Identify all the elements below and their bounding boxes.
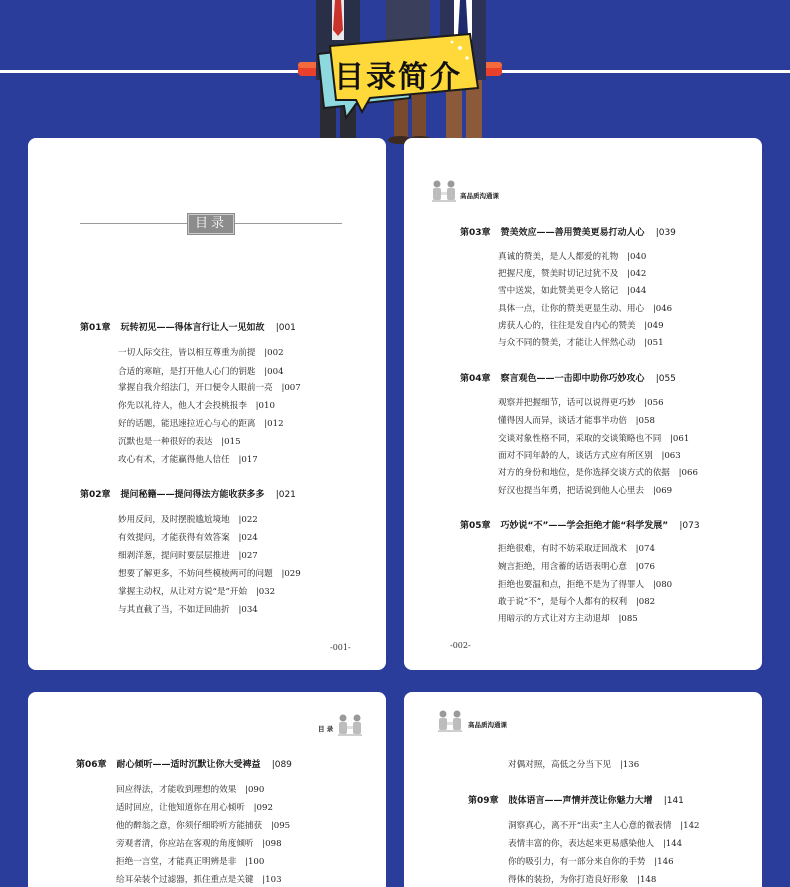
chapter-number: 第03章	[460, 228, 491, 238]
chapter-number: 第02章	[80, 490, 111, 500]
page-number: -001-	[330, 643, 351, 652]
toc-item: 洞察真心，离不开“出卖”主人心意的微表情 |142	[508, 821, 700, 831]
toc-item: 拒绝很难，有时不妨采取迂回战术 |074	[498, 544, 655, 554]
toc-item: 用暗示的方式让对方主动退却 |085	[498, 614, 638, 624]
chapter-heading	[468, 793, 684, 806]
chapter-title: 察言观色——一击即中助你巧妙攻心	[500, 374, 645, 384]
chapter-title: 肢体语言——声情并茂让你魅力大增	[508, 796, 653, 806]
toc-item: 掌握主动权，从让对方说“是”开始 |032	[118, 587, 276, 597]
toc-item: 一切人际交往，皆以相互尊重为前提 |002	[118, 348, 284, 358]
toc-item: 想要了解更多，不妨问些模棱两可的问题 |029	[118, 569, 301, 579]
toc-item: 面对不同年龄的人，谈话方式应有所区别 |063	[498, 451, 681, 461]
toc-page-2	[404, 138, 762, 670]
toc-item: 具体一点，让你的赞美更显生动、用心 |046	[498, 304, 673, 314]
chapter-page: |055	[655, 374, 676, 384]
chapter-heading	[76, 757, 292, 770]
toc-item: 婉言拒绝，用含蓄的话语表明心意 |076	[498, 562, 655, 572]
toc-item: 拒绝一言堂，才能真正明辨是非 |100	[116, 857, 265, 867]
toc-item: 雪中送炭，如此赞美更令人铭记 |044	[498, 286, 647, 296]
toc-item: 掌握自我介绍法门，开口便令人眼前一亮 |007	[118, 383, 301, 393]
toc-page-1	[28, 138, 386, 670]
toc-item: 对偶对照，高低之分当下见 |136	[508, 760, 640, 770]
toc-item: 表情丰富的你，表达起来更易感染他人 |144	[508, 839, 683, 849]
banner-title: 目录简介	[334, 60, 462, 95]
toc-item: 真诚的赞美，是人人都爱的礼物 |040	[498, 252, 647, 262]
chapter-page: |021	[275, 490, 296, 500]
chapter-title: 耐心倾听——适时沉默让你大受裨益	[116, 760, 261, 770]
toc-item: 旁观者清，你应站在客观的角度倾听 |098	[116, 839, 282, 849]
toc-item: 把握尺度，赞美时切记过犹不及 |042	[498, 269, 647, 279]
toc-item: 攻心有术，才能赢得他人信任 |017	[118, 455, 258, 465]
brand-label: 高品质沟通课	[460, 192, 499, 200]
toc-item: 与其直截了当，不如迂回曲折 |034	[118, 605, 258, 615]
toc-item: 得体的装扮，为你打造良好形象 |148	[508, 875, 657, 885]
header-label: 目 录	[318, 725, 334, 733]
toc-item: 有效提问，才能获得有效答案 |024	[118, 533, 258, 543]
brand-label: 高品质沟通课	[468, 721, 507, 729]
chapter-number: 第05章	[460, 521, 491, 531]
chapter-page: |141	[663, 796, 684, 806]
chapter-heading	[460, 518, 700, 531]
toc-item: 适时回应，让他知道你在用心倾听 |092	[116, 803, 273, 813]
toc-item: 妙用反问，及时摆脱尴尬境地 |022	[118, 515, 258, 525]
chapter-page: |089	[271, 760, 292, 770]
chapter-heading	[80, 320, 296, 333]
people-meeting-icon	[430, 178, 458, 208]
toc-item: 观察并把握细节，话可以说得更巧妙 |056	[498, 398, 664, 408]
toc-item: 沉默也是一种很好的表达 |015	[118, 437, 241, 447]
toc-item: 你先以礼待人，他人才会投桃报李 |010	[118, 401, 275, 411]
toc-item: 合适的寒暄，是打开他人心门的钥匙 |004	[118, 367, 284, 377]
toc-item: 与众不同的赞美，才能让人怦然心动 |051	[498, 338, 664, 348]
chapter-number: 第01章	[80, 323, 111, 333]
page-number: -002-	[450, 641, 471, 650]
toc-item: 虏获人心的，往往是发自内心的赞美 |049	[498, 321, 664, 331]
chapter-number: 第06章	[76, 760, 107, 770]
toc-item: 交谈对象性格不同，采取的交谈策略也不同 |061	[498, 434, 690, 444]
chapter-heading	[80, 487, 296, 500]
people-meeting-icon	[336, 712, 364, 740]
toc-item: 回应得法，才能收到理想的效果 |090	[116, 785, 265, 795]
toc-item: 好的话题，能迅速拉近心与心的距离 |012	[118, 419, 284, 429]
chapter-heading	[460, 225, 676, 238]
toc-item: 对方的身份和地位，是你选择交谈方式的依据 |066	[498, 468, 698, 478]
toc-item: 他的醉翁之意，你须仔细聆听方能捕获 |095	[116, 821, 291, 831]
people-meeting-icon	[436, 708, 464, 738]
toc-item: 给耳朵装个过滤器，抓住重点是关键 |103	[116, 875, 282, 885]
chapter-page: |073	[679, 521, 700, 531]
chapter-heading	[460, 371, 676, 384]
chapter-title: 提问秘籍——提问得法方能收获多多	[120, 490, 265, 500]
toc-page-3	[28, 692, 386, 887]
toc-item: 懂得因人而异，谈话才能事半功倍 |058	[498, 416, 655, 426]
banner-title-wrap	[318, 36, 478, 112]
chapter-title: 玩转初见——得体言行让人一见如故	[120, 323, 265, 333]
chapter-number: 第09章	[468, 796, 499, 806]
toc-item: 你的吸引力，有一部分来自你的手势 |146	[508, 857, 674, 867]
toc-item: 好汉也提当年勇，把话说到他人心里去 |069	[498, 486, 673, 496]
toc-item: 敢于说“不”，是每个人都有的权利 |082	[498, 597, 656, 607]
toc-item: 拒绝也要温和点，拒绝不是为了得罪人 |080	[498, 580, 673, 590]
toc-page-4	[404, 692, 762, 887]
chapter-page: |001	[275, 323, 296, 333]
chapter-page: |039	[655, 228, 676, 238]
chapter-title: 赞美效应——善用赞美更易打动人心	[500, 228, 645, 238]
chapter-title: 巧妙说“不”——学会拒绝才能“科学发展”	[500, 521, 669, 531]
toc-item: 细剥洋葱，提问时要层层推进 |027	[118, 551, 258, 561]
chapter-number: 第04章	[460, 374, 491, 384]
toc-label: 目录	[188, 214, 234, 234]
